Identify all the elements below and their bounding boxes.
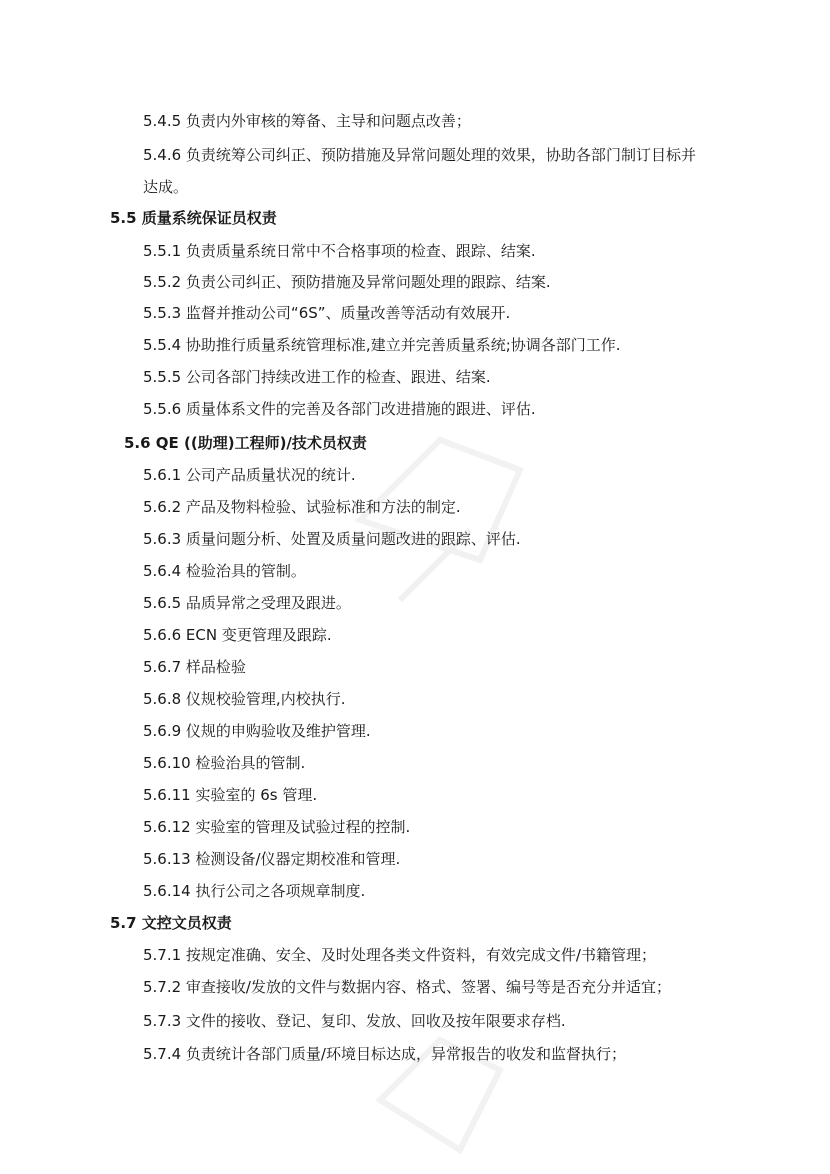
item-5-6-5: 5.6.5 品质异常之受理及跟进。 <box>143 594 351 612</box>
item-5-4-5: 5.4.5 负责内外审核的筹备、主导和问题点改善； <box>143 112 471 130</box>
item-5-5-4: 5.5.4 协助推行质量系统管理标准,建立并完善质量系统;协调各部门工作. <box>143 336 621 354</box>
item-5-7-4: 5.7.4 负责统计各部门质量/环境目标达成，异常报告的收发和监督执行； <box>143 1045 626 1063</box>
item-5-6-1: 5.6.1 公司产品质量状况的统计. <box>143 466 356 484</box>
item-5-5-5: 5.5.5 公司各部门持续改进工作的检查、跟进、结案. <box>143 368 491 386</box>
item-5-7-3: 5.7.3 文件的接收、登记、复印、发放、回收及按年限要求存档. <box>143 1012 566 1030</box>
item-5-6-14: 5.6.14 执行公司之各项规章制度. <box>143 882 366 900</box>
item-5-6-13: 5.6.13 检测设备/仪器定期校准和管理. <box>143 850 401 868</box>
item-5-5-1: 5.5.1 负责质量系统日常中不合格事项的检查、跟踪、结案. <box>143 242 536 260</box>
item-5-4-6-continued: 达成。 <box>143 178 189 196</box>
item-5-6-2: 5.6.2 产品及物料检验、试验标准和方法的制定. <box>143 498 461 516</box>
item-5-7-1: 5.7.1 按规定准确、安全、及时处理各类文件资料，有效完成文件/书籍管理； <box>143 946 656 964</box>
item-5-6-3: 5.6.3 质量问题分析、处置及质量问题改进的跟踪、评估. <box>143 530 521 548</box>
section-5-5-heading: 5.5 质量系统保证员权责 <box>110 209 277 227</box>
item-5-5-6: 5.5.6 质量体系文件的完善及各部门改进措施的跟进、评估. <box>143 400 536 418</box>
item-5-5-2: 5.5.2 负责公司纠正、预防措施及异常问题处理的跟踪、结案. <box>143 273 551 291</box>
item-5-6-9: 5.6.9 仪规的申购验收及维护管理. <box>143 722 371 740</box>
item-5-6-6: 5.6.6 ECN 变更管理及跟踪. <box>143 626 332 644</box>
item-5-6-4: 5.6.4 检验治具的管制。 <box>143 562 306 580</box>
section-5-7-heading: 5.7 文控文员权责 <box>110 914 232 932</box>
item-5-6-7: 5.6.7 样品检验 <box>143 658 246 676</box>
item-5-6-11: 5.6.11 实验室的 6s 管理. <box>143 786 318 804</box>
item-5-5-3: 5.5.3 监督并推动公司“6S”、质量改善等活动有效展开. <box>143 304 511 322</box>
section-5-6-heading: 5.6 QE ((助理)工程师)/技术员权责 <box>124 434 367 452</box>
item-5-6-10: 5.6.10 检验治具的管制. <box>143 754 306 772</box>
item-5-6-8: 5.6.8 仪规校验管理,内校执行. <box>143 690 346 708</box>
item-5-4-6: 5.4.6 负责统筹公司纠正、预防措施及异常问题处理的效果，协助各部门制订目标并 <box>143 146 696 164</box>
item-5-7-2: 5.7.2 审查接收/发放的文件与数据内容、格式、签署、编号等是否充分并适宜； <box>143 978 671 996</box>
item-5-6-12: 5.6.12 实验室的管理及试验过程的控制. <box>143 818 411 836</box>
